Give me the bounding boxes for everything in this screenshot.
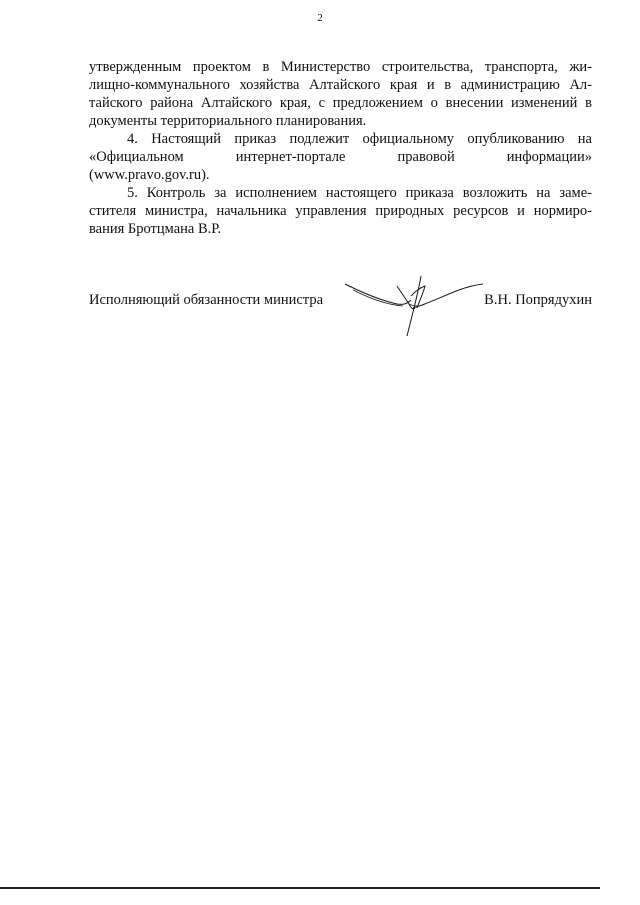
bottom-rule (0, 887, 600, 889)
text-line: документы территориального планирования. (89, 113, 367, 129)
text-line: «Официальном интернет-портале правовой информации» (89, 149, 592, 165)
text-line: лищно-коммунального хозяйства Алтайского края и в администрацию Ал- (89, 77, 592, 93)
text-line: 4. Настоящий приказ подлежит официальному опубликованию на (127, 131, 592, 147)
signature-block (89, 282, 592, 342)
signatory-title: Исполняющий обязанности министра (89, 292, 324, 308)
handwritten-signature (339, 274, 489, 340)
text-line: тайского района Алтайского края, с предложением о внесении изменений в (89, 95, 592, 111)
text-line: (www.pravo.gov.ru). (89, 167, 210, 183)
page-number: 2 (317, 12, 323, 24)
document-body (89, 58, 592, 238)
paragraph-item-5 (89, 184, 592, 238)
text-line: стителя министра, начальника управления природных ресурсов и нормиро- (89, 203, 592, 219)
text-line: вания Бротцмана В.Р. (89, 221, 222, 237)
paragraph-continuation (89, 58, 592, 130)
signatory-name: В.Н. Попрядухин (484, 292, 592, 308)
text-line: 5. Контроль за исполнением настоящего приказа возложить на заме- (127, 185, 592, 201)
paragraph-item-4 (89, 130, 592, 184)
text-line: утвержденным проектом в Министерство строительства, транспорта, жи- (89, 59, 592, 75)
